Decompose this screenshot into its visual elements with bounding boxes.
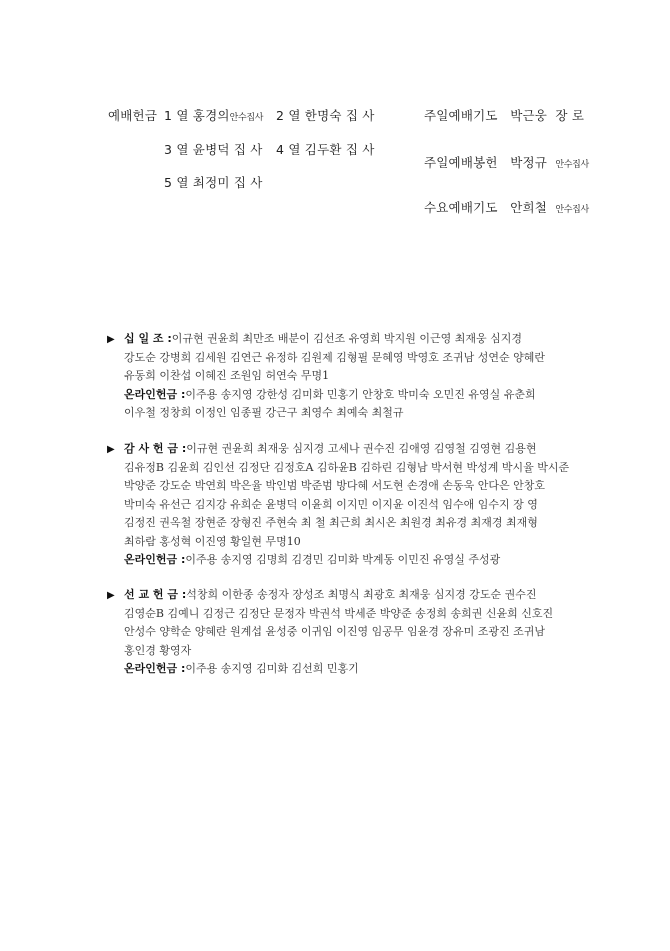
person-name: 홍경의 xyxy=(192,108,230,123)
row-number: 3 열 xyxy=(164,142,189,157)
person-title: 집 사 xyxy=(233,142,263,157)
online-label: 온라인헌금 : xyxy=(124,387,186,401)
role-name: 박정규 xyxy=(510,155,548,170)
role-title: 장 로 xyxy=(555,108,585,123)
person-name: 최정미 xyxy=(192,175,230,190)
role-name: 안희철 xyxy=(510,200,548,215)
name-line: 석창희 이한종 송정자 장성조 최명식 최광호 최재웅 심지경 강도순 권수진 xyxy=(186,588,537,601)
name-line: 강도순 강병희 김세원 김연근 유정하 김원제 김형필 문혜영 박영호 조귀남 성연순 양혜란 xyxy=(124,350,545,364)
offering-row xyxy=(164,173,263,191)
person-name: 김두환 xyxy=(304,142,342,157)
role-title: 안수집사 xyxy=(555,205,589,215)
person-name: 한명숙 xyxy=(304,108,342,123)
offering-row xyxy=(164,140,263,158)
role-name: 박근웅 xyxy=(510,108,548,123)
name-line: 김유정B 김윤희 김인선 김정단 김정호A 김하윤B 김하린 김형남 박서현 박성계 박시율 박시준 xyxy=(124,460,570,474)
role-label: 수요예배기도 xyxy=(424,200,498,215)
online-label: 온라인헌금 : xyxy=(124,662,186,675)
online-label: 온라인헌금 : xyxy=(124,553,186,566)
offering-row xyxy=(276,140,375,158)
role-row xyxy=(424,198,589,216)
name-line: 박양준 강도순 박연희 박은율 박인범 박준범 방다혜 서도현 손경애 손동욱 안다은 안창호 xyxy=(124,479,545,492)
offering-row xyxy=(276,106,375,124)
name-line: 이규현 권윤희 최재웅 심지경 고세나 권수진 김애영 김영철 김영현 김용현 xyxy=(186,442,537,455)
row-number: 1 열 xyxy=(164,108,189,123)
offering-label: 예배헌금 xyxy=(108,108,158,123)
section-label: 선 교 헌 금 : xyxy=(124,588,187,601)
name-line: 이규현 권윤희 최만조 배분이 김선조 유영희 박지원 이근영 최재웅 심지경 xyxy=(171,332,523,345)
offering-row xyxy=(164,106,263,124)
name-line: 최하람 홍성혁 이진영 황일현 무명10 xyxy=(124,534,301,548)
person-title: 안수집사 xyxy=(229,113,264,123)
role-title: 안수집사 xyxy=(555,160,589,170)
person-title: 집 사 xyxy=(345,108,375,123)
name-line: 김정진 권옥철 장현준 장형진 주현숙 최 철 최근희 최시온 최원경 최유경 최재경 최재형 xyxy=(124,516,538,529)
row-number: 5 열 xyxy=(164,175,189,190)
tithe-section xyxy=(107,330,577,423)
mission-section xyxy=(107,586,577,679)
name-line: 이우철 정창희 이정인 임종필 강근구 최영수 최예숙 최철규 xyxy=(124,406,404,419)
thanks-section xyxy=(107,440,577,570)
role-row xyxy=(424,106,584,124)
row-number: 4 열 xyxy=(276,142,301,157)
arrow-right-icon: ▶ xyxy=(107,444,115,455)
role-label: 주일예배기도 xyxy=(424,108,498,123)
role-label: 주일예배봉헌 xyxy=(424,155,498,170)
name-line: 이주용 송지영 김명희 김경민 김미화 박계동 이민진 유영실 주성광 xyxy=(185,553,501,566)
section-label: 십 일 조 : xyxy=(124,332,172,345)
name-line: 이주용 송지영 강한성 김미화 민홍기 안창호 박미숙 오민진 유영실 유춘희 xyxy=(185,387,536,401)
name-line: 이주용 송지영 김미화 김선희 민홍기 xyxy=(185,662,359,675)
name-line: 김영순B 김예니 김정근 김정단 문정자 박권석 박세준 박양준 송정희 송희권 신윤희 신호진 xyxy=(124,606,554,620)
row-number: 2 열 xyxy=(276,108,301,123)
role-row xyxy=(424,153,589,171)
arrow-right-icon: ▶ xyxy=(107,334,115,345)
name-line: 안성수 양학순 양혜란 원계섭 윤성중 이귀임 이진영 임공무 임윤경 장유미 조광진 조귀남 xyxy=(124,625,545,638)
name-line: 박미숙 유선근 김지강 유희순 윤병덕 이윤희 이지민 이지윤 이진석 임수애 임수지 장 영 xyxy=(124,497,538,511)
name-line: 유동희 이찬섭 이혜진 조원임 허연숙 무명1 xyxy=(124,369,330,382)
arrow-right-icon: ▶ xyxy=(107,590,115,601)
person-name: 윤병덕 xyxy=(192,142,230,157)
person-title: 집 사 xyxy=(233,175,263,190)
name-line: 홍인경 황영자 xyxy=(124,643,192,657)
section-label: 감 사 헌 금 : xyxy=(124,442,187,455)
person-title: 집 사 xyxy=(345,142,375,157)
